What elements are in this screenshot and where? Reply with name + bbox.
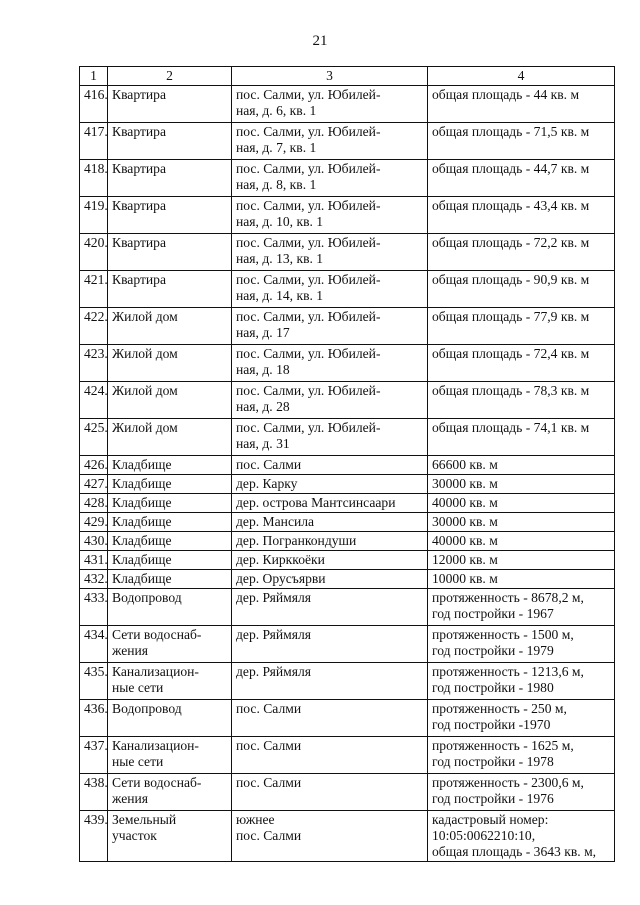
header-col-1: 1 xyxy=(80,67,108,86)
cell-object-address xyxy=(232,345,428,382)
cell-object-name xyxy=(108,551,232,570)
object-name-text: Жилой дом xyxy=(112,383,178,398)
table-row xyxy=(80,513,615,532)
cell-object-name xyxy=(108,234,232,271)
cell-row-number xyxy=(80,345,108,382)
cell-row-number xyxy=(80,663,108,700)
cell-row-number xyxy=(80,86,108,123)
cell-object-address xyxy=(232,86,428,123)
cell-object-name xyxy=(108,626,232,663)
object-address-text: пос. Салми xyxy=(236,775,302,790)
cell-object-details xyxy=(428,86,615,123)
table-row xyxy=(80,626,615,663)
cell-object-name xyxy=(108,811,232,862)
object-name-text: Жилой дом xyxy=(112,420,178,435)
object-details-text: общая площадь - 78,3 кв. м xyxy=(432,383,590,398)
header-col-2: 2 xyxy=(108,67,232,86)
object-details-text: общая площадь - 90,9 кв. м xyxy=(432,272,590,287)
header-col-4: 4 xyxy=(428,67,615,86)
cell-object-details xyxy=(428,456,615,475)
object-address-text: дер. Кирккоёки xyxy=(236,552,325,567)
cell-object-details xyxy=(428,494,615,513)
object-details-text: кадастровый номер: 10:05:0062210:10, общая площадь - 3643 кв. м, xyxy=(432,812,597,859)
object-details-text: протяженность - 250 м, год постройки -1970 xyxy=(432,701,567,732)
table-row xyxy=(80,774,615,811)
object-details-text: протяженность - 8678,2 м, год постройки - 1967 xyxy=(432,590,584,621)
cell-row-number xyxy=(80,532,108,551)
object-address-text: пос. Салми, ул. Юбилей- ная, д. 6, кв. 1 xyxy=(236,87,381,118)
object-name-text: Квартира xyxy=(112,161,167,176)
object-name-text: Кладбище xyxy=(112,533,172,548)
cell-object-details xyxy=(428,551,615,570)
table-row xyxy=(80,700,615,737)
row-number-text: 437. xyxy=(84,738,108,753)
object-details-text: 30000 кв. м xyxy=(432,514,498,529)
cell-object-address xyxy=(232,700,428,737)
object-name-text: Водопровод xyxy=(112,701,182,716)
cell-object-details xyxy=(428,737,615,774)
cell-object-details xyxy=(428,475,615,494)
cell-row-number xyxy=(80,737,108,774)
object-details-text: протяженность - 1625 м, год постройки - 1978 xyxy=(432,738,574,769)
cell-object-details xyxy=(428,700,615,737)
cell-row-number xyxy=(80,456,108,475)
cell-object-details xyxy=(428,626,615,663)
cell-object-details xyxy=(428,382,615,419)
object-address-text: дер. Орусъярви xyxy=(236,571,326,586)
table-row xyxy=(80,382,615,419)
object-address-text: дер. Погранкондуши xyxy=(236,533,357,548)
cell-object-name xyxy=(108,123,232,160)
row-number-text: 420. xyxy=(84,235,108,250)
object-name-text: Квартира xyxy=(112,87,167,102)
row-number-text: 428. xyxy=(84,495,108,510)
object-details-text: 30000 кв. м xyxy=(432,476,498,491)
object-details-text: 12000 кв. м xyxy=(432,552,498,567)
cell-object-name xyxy=(108,86,232,123)
page-number: 21 xyxy=(312,33,328,49)
cell-object-name xyxy=(108,570,232,589)
object-address-text: пос. Салми, ул. Юбилей- ная, д. 7, кв. 1 xyxy=(236,124,381,155)
cell-object-name xyxy=(108,308,232,345)
object-address-text: пос. Салми, ул. Юбилей- ная, д. 17 xyxy=(236,309,381,340)
cell-row-number xyxy=(80,774,108,811)
object-details-text: протяженность - 1213,6 м, год постройки - 1980 xyxy=(432,664,584,695)
cell-object-address xyxy=(232,494,428,513)
object-name-text: Кладбище xyxy=(112,476,172,491)
cell-row-number xyxy=(80,234,108,271)
object-name-text: Кладбище xyxy=(112,552,172,567)
row-number-text: 421. xyxy=(84,272,108,287)
cell-object-name xyxy=(108,513,232,532)
cell-row-number xyxy=(80,419,108,456)
cell-object-address xyxy=(232,419,428,456)
cell-object-details xyxy=(428,308,615,345)
cell-object-details xyxy=(428,234,615,271)
row-number-text: 419. xyxy=(84,198,108,213)
cell-object-name xyxy=(108,494,232,513)
table-row xyxy=(80,475,615,494)
cell-object-address xyxy=(232,626,428,663)
cell-object-address xyxy=(232,308,428,345)
cell-object-address xyxy=(232,811,428,862)
row-number-text: 434. xyxy=(84,627,108,642)
cell-object-address xyxy=(232,382,428,419)
object-name-text: Квартира xyxy=(112,124,167,139)
row-number-text: 439. xyxy=(84,812,108,827)
cell-row-number xyxy=(80,475,108,494)
cell-object-address xyxy=(232,197,428,234)
table-row xyxy=(80,271,615,308)
row-number-text: 426. xyxy=(84,457,108,472)
cell-object-address xyxy=(232,475,428,494)
cell-object-address xyxy=(232,234,428,271)
row-number-text: 430. xyxy=(84,533,108,548)
cell-object-details xyxy=(428,811,615,862)
row-number-text: 436. xyxy=(84,701,108,716)
object-name-text: Канализацион- ные сети xyxy=(112,738,199,769)
cell-object-address xyxy=(232,271,428,308)
cell-row-number xyxy=(80,160,108,197)
cell-object-name xyxy=(108,663,232,700)
cell-object-name xyxy=(108,197,232,234)
row-number-text: 418. xyxy=(84,161,108,176)
cell-row-number xyxy=(80,551,108,570)
row-number-text: 416. xyxy=(84,87,108,102)
cell-row-number xyxy=(80,308,108,345)
table-row xyxy=(80,737,615,774)
cell-object-details xyxy=(428,570,615,589)
table-row xyxy=(80,589,615,626)
object-details-text: 66600 кв. м xyxy=(432,457,498,472)
cell-object-details xyxy=(428,123,615,160)
row-number-text: 427. xyxy=(84,476,108,491)
cell-object-address xyxy=(232,589,428,626)
row-number-text: 438. xyxy=(84,775,108,790)
object-name-text: Квартира xyxy=(112,198,167,213)
object-address-text: пос. Салми, ул. Юбилей- ная, д. 13, кв. 1 xyxy=(236,235,381,266)
table-row xyxy=(80,663,615,700)
object-details-text: 10000 кв. м xyxy=(432,571,498,586)
object-details-text: протяженность - 2300,6 м, год постройки - 1976 xyxy=(432,775,584,806)
cell-object-name xyxy=(108,382,232,419)
table-header xyxy=(80,67,615,86)
row-number-text: 424. xyxy=(84,383,108,398)
object-address-text: пос. Салми, ул. Юбилей- ная, д. 31 xyxy=(236,420,381,451)
object-details-text: общая площадь - 44 кв. м xyxy=(432,87,580,102)
cell-row-number xyxy=(80,494,108,513)
cell-object-address xyxy=(232,570,428,589)
cell-object-name xyxy=(108,737,232,774)
table-row xyxy=(80,494,615,513)
header-col-3: 3 xyxy=(232,67,428,86)
table-body xyxy=(80,86,615,862)
row-number-text: 422. xyxy=(84,309,108,324)
object-name-text: Кладбище xyxy=(112,495,172,510)
object-name-text: Сети водоснаб- жения xyxy=(112,775,202,806)
cell-object-details xyxy=(428,663,615,700)
object-address-text: южнее пос. Салми xyxy=(236,812,302,843)
cell-row-number xyxy=(80,570,108,589)
object-name-text: Жилой дом xyxy=(112,309,178,324)
cell-object-address xyxy=(232,532,428,551)
table-row xyxy=(80,419,615,456)
row-number-text: 429. xyxy=(84,514,108,529)
table-row xyxy=(80,570,615,589)
object-address-text: дер. Ряймяля xyxy=(236,664,312,679)
cell-object-details xyxy=(428,271,615,308)
object-name-text: Квартира xyxy=(112,272,167,287)
cell-object-name xyxy=(108,774,232,811)
object-address-text: дер. острова Мантсинсаари xyxy=(236,495,396,510)
row-number-text: 432. xyxy=(84,571,108,586)
cell-row-number xyxy=(80,626,108,663)
cell-row-number xyxy=(80,382,108,419)
cell-object-name xyxy=(108,345,232,382)
cell-object-name xyxy=(108,456,232,475)
cell-object-details xyxy=(428,532,615,551)
object-name-text: Канализацион- ные сети xyxy=(112,664,199,695)
cell-object-name xyxy=(108,700,232,737)
row-number-text: 417. xyxy=(84,124,108,139)
row-number-text: 435. xyxy=(84,664,108,679)
table-row xyxy=(80,160,615,197)
cell-object-address xyxy=(232,737,428,774)
object-details-text: общая площадь - 72,2 кв. м xyxy=(432,235,590,250)
cell-object-details xyxy=(428,774,615,811)
object-address-text: дер. Карку xyxy=(236,476,298,491)
table-row xyxy=(80,811,615,862)
table-row xyxy=(80,345,615,382)
cell-object-name xyxy=(108,475,232,494)
row-number-text: 433. xyxy=(84,590,108,605)
cell-object-address xyxy=(232,774,428,811)
object-details-text: 40000 кв. м xyxy=(432,495,498,510)
object-address-text: пос. Салми, ул. Юбилей- ная, д. 18 xyxy=(236,346,381,377)
object-address-text: дер. Ряймяля xyxy=(236,627,312,642)
object-address-text: пос. Салми xyxy=(236,457,302,472)
object-name-text: Квартира xyxy=(112,235,167,250)
object-details-text: общая площадь - 77,9 кв. м xyxy=(432,309,590,324)
cell-row-number xyxy=(80,271,108,308)
table-row xyxy=(80,456,615,475)
object-address-text: дер. Мансила xyxy=(236,514,315,529)
row-number-text: 425. xyxy=(84,420,108,435)
cell-object-address xyxy=(232,123,428,160)
cell-object-name xyxy=(108,589,232,626)
cell-object-name xyxy=(108,160,232,197)
cell-row-number xyxy=(80,811,108,862)
cell-row-number xyxy=(80,513,108,532)
cell-object-name xyxy=(108,419,232,456)
object-address-text: пос. Салми xyxy=(236,738,302,753)
object-name-text: Жилой дом xyxy=(112,346,178,361)
object-details-text: общая площадь - 74,1 кв. м xyxy=(432,420,590,435)
property-registry-table xyxy=(79,66,615,862)
cell-object-details xyxy=(428,589,615,626)
object-details-text: общая площадь - 72,4 кв. м xyxy=(432,346,590,361)
table-row xyxy=(80,308,615,345)
object-name-text: Кладбище xyxy=(112,457,172,472)
object-address-text: пос. Салми, ул. Юбилей- ная, д. 8, кв. 1 xyxy=(236,161,381,192)
table-row xyxy=(80,234,615,271)
object-details-text: общая площадь - 71,5 кв. м xyxy=(432,124,590,139)
cell-object-address xyxy=(232,513,428,532)
table-row xyxy=(80,86,615,123)
row-number-text: 423. xyxy=(84,346,108,361)
cell-object-details xyxy=(428,160,615,197)
object-name-text: Сети водоснаб- жения xyxy=(112,627,202,658)
object-address-text: дер. Ряймяля xyxy=(236,590,312,605)
cell-object-address xyxy=(232,663,428,700)
cell-object-details xyxy=(428,419,615,456)
cell-row-number xyxy=(80,197,108,234)
cell-row-number xyxy=(80,589,108,626)
cell-row-number xyxy=(80,123,108,160)
object-details-text: протяженность - 1500 м, год постройки - 1979 xyxy=(432,627,574,658)
row-number-text: 431. xyxy=(84,552,108,567)
cell-object-name xyxy=(108,532,232,551)
table-row xyxy=(80,532,615,551)
table-row xyxy=(80,123,615,160)
table-row xyxy=(80,197,615,234)
cell-object-address xyxy=(232,551,428,570)
object-details-text: 40000 кв. м xyxy=(432,533,498,548)
cell-object-details xyxy=(428,513,615,532)
cell-object-details xyxy=(428,197,615,234)
object-details-text: общая площадь - 44,7 кв. м xyxy=(432,161,590,176)
object-address-text: пос. Салми xyxy=(236,701,302,716)
cell-object-details xyxy=(428,345,615,382)
cell-object-address xyxy=(232,456,428,475)
object-name-text: Кладбище xyxy=(112,571,172,586)
object-name-text: Водопровод xyxy=(112,590,182,605)
object-details-text: общая площадь - 43,4 кв. м xyxy=(432,198,590,213)
object-name-text: Земельный участок xyxy=(112,812,177,843)
cell-row-number xyxy=(80,700,108,737)
object-address-text: пос. Салми, ул. Юбилей- ная, д. 14, кв. 1 xyxy=(236,272,381,303)
cell-object-name xyxy=(108,271,232,308)
cell-object-address xyxy=(232,160,428,197)
object-address-text: пос. Салми, ул. Юбилей- ная, д. 10, кв. 1 xyxy=(236,198,381,229)
object-address-text: пос. Салми, ул. Юбилей- ная, д. 28 xyxy=(236,383,381,414)
object-name-text: Кладбище xyxy=(112,514,172,529)
table-row xyxy=(80,551,615,570)
